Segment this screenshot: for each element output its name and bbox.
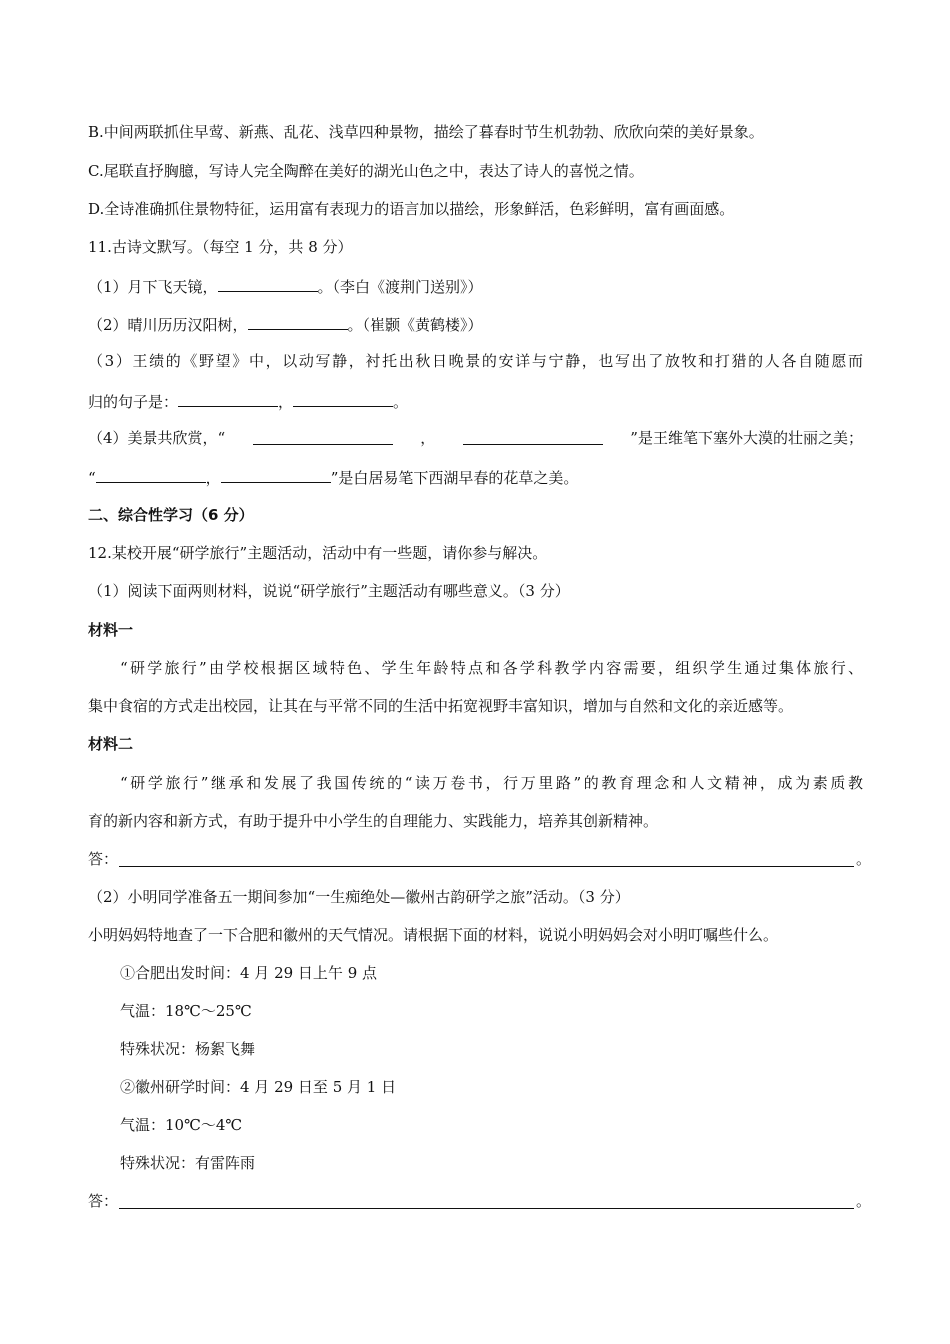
- answer-blank[interactable]: [463, 428, 603, 445]
- answer-blank[interactable]: [96, 466, 206, 483]
- material-2-title: 材料二: [88, 735, 134, 753]
- answer-blank[interactable]: [221, 466, 331, 483]
- answer-end-2: 。: [856, 1192, 872, 1210]
- option-d: D.全诗准确抓住景物特征，运用富有表现力的语言加以描绘，形象鲜活，色彩鲜明，富有画面感。: [88, 200, 735, 218]
- q12-intro: 12.某校开展“研学旅行”主题活动，活动中有一些题，请你参与解决。: [88, 544, 548, 562]
- answer-label-2: 答：: [88, 1192, 119, 1210]
- q11-item-3-line2: 归的句子是： ， 。: [88, 390, 408, 412]
- answer-blank[interactable]: [253, 428, 393, 445]
- answer-line-1[interactable]: [119, 866, 854, 867]
- q11-item-2: （2）晴川历历汉阳树， 。（崔颢《黄鹤楼》）: [88, 313, 483, 335]
- option-b: B.中间两联抓住早莺、新燕、乱花、浅草四种景物，描绘了暮春时节生机勃勃、欣欣向荣的美好景象。: [88, 123, 764, 141]
- material-1-line1: “研学旅行”由学校根据区域特色、学生年龄特点和各学科教学内容需要，组织学生通过集体旅行、: [120, 659, 863, 677]
- q12-part-2: （2）小明同学准备五一期间参加“一生痴绝处—徽州古韵研学之旅”活动。（3 分）: [88, 888, 630, 906]
- weather-huizhou-status: 特殊状况：有雷阵雨: [120, 1154, 256, 1172]
- answer-blank[interactable]: [218, 275, 318, 292]
- weather-huizhou-time: ②徽州研学时间：4 月 29 日至 5 月 1 日: [120, 1078, 397, 1096]
- option-c: C.尾联直抒胸臆，写诗人完全陶醉在美好的湖光山色之中，表达了诗人的喜悦之情。: [88, 162, 644, 180]
- q11-item-3-line1: （3）王绩的《野望》中，以动写静，衬托出秋日晚景的安详与宁静，也写出了放牧和打猎的人各自随愿而: [88, 352, 863, 370]
- q11-title: 11.古诗文默写。（每空 1 分，共 8 分）: [88, 238, 353, 256]
- answer-blank[interactable]: [293, 390, 393, 407]
- answer-blank[interactable]: [248, 313, 348, 330]
- q11-item-1: （1）月下飞天镜， 。（李白《渡荆门送别》）: [88, 275, 483, 297]
- answer-blank[interactable]: [178, 390, 278, 407]
- answer-end-1: 。: [856, 850, 872, 868]
- weather-huizhou-temp: 气温：10℃～4℃: [120, 1116, 243, 1134]
- q11-item-4-line2: “ ， ”是白居易笔下西湖早春的花草之美。: [88, 466, 578, 488]
- section-2-heading: 二、综合性学习（6 分）: [88, 506, 254, 524]
- material-2-line1: “研学旅行”继承和发展了我国传统的“读万卷书，行万里路”的教育理念和人文精神，成为素质教: [120, 774, 863, 792]
- weather-hefei-status: 特殊状况：杨絮飞舞: [120, 1040, 256, 1058]
- weather-hefei-time: ①合肥出发时间：4 月 29 日上午 9 点: [120, 964, 378, 982]
- material-1-title: 材料一: [88, 621, 134, 639]
- weather-hefei-temp: 气温：18℃～25℃: [120, 1002, 252, 1020]
- material-1-line2: 集中食宿的方式走出校园，让其在与平常不同的生活中拓宽视野丰富知识，增加与自然和文化的亲近感等。: [88, 697, 794, 715]
- q12-part-1: （1）阅读下面两则材料，说说“研学旅行”主题活动有哪些意义。（3 分）: [88, 582, 570, 600]
- material-2-line2: 育的新内容和新方式，有助于提升中小学生的自理能力、实践能力，培养其创新精神。: [88, 812, 659, 830]
- q11-item-4-line1: （4）美景共欣赏，“ ， ”是王维笔下塞外大漠的壮丽之美；: [88, 429, 863, 447]
- answer-line-2[interactable]: [119, 1208, 854, 1209]
- q12-part-2-desc: 小明妈妈特地查了一下合肥和徽州的天气情况。请根据下面的材料，说说小明妈妈会对小明叮嘱些什么。: [88, 926, 779, 944]
- answer-label-1: 答：: [88, 850, 119, 868]
